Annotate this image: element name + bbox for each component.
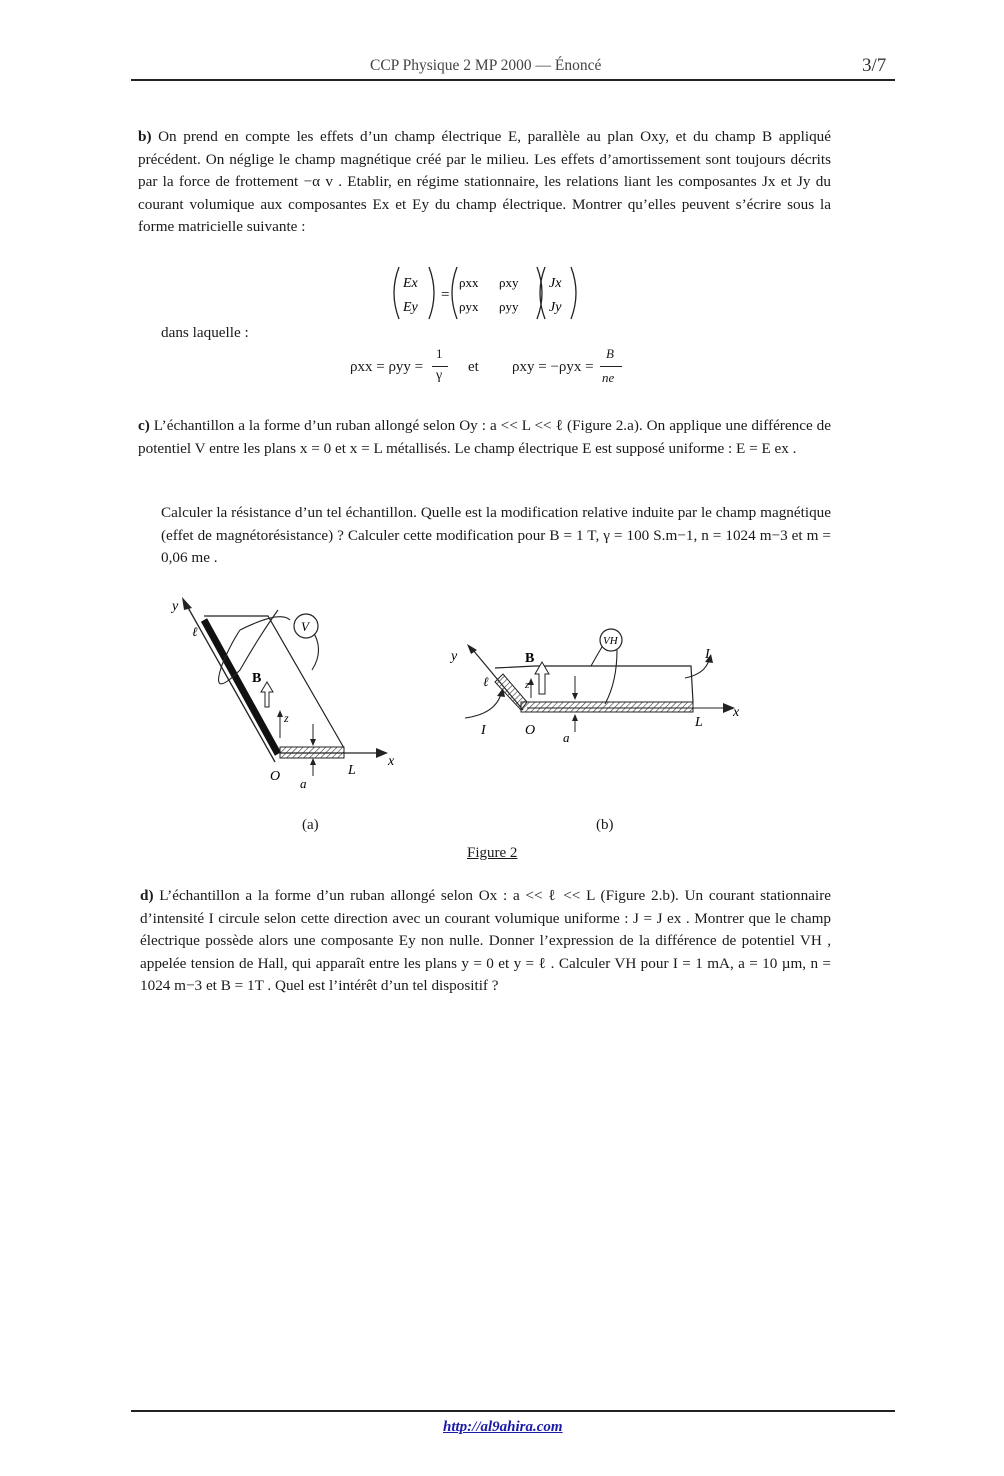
fig-b-label-i2: I	[481, 723, 486, 738]
fig-b-label-x: x	[733, 705, 740, 720]
rho-eq-den2: ne	[602, 370, 615, 385]
header-rule	[131, 79, 895, 81]
fig-b-label-a: a	[563, 730, 570, 745]
rho-eq-frac1	[432, 366, 448, 367]
figure-caption-b: (b)	[596, 817, 614, 833]
rho-xx: ρxx	[459, 275, 479, 290]
rho-eq-et: et	[468, 359, 479, 375]
rho-eq-num2: B	[606, 346, 614, 361]
rho-eq-frac2	[600, 366, 622, 367]
fig-a-label-l: ℓ	[192, 624, 198, 639]
part-c-2	[161, 502, 831, 570]
part-d-text: L’échantillon a la forme d’un ruban allongé selon Ox : a << ℓ << L (Figure 2.b). Un courant stationnaire d’intensité I circule selon cette direction avec un courant volumique uniforme : J = J ex . Montrer que le champ électrique possède alors une composante Ey non nulle. Donner l’expression de la différence de potentiel VH , appelée tension de Hall, qui apparaît entre les plans y = 0 et y = ℓ . Calculer VH pour I = 1 mA, a = 10 µm, n = 1024 m−3 et B = 1T . Quel est l’intérêt d’un tel dispositif ?	[140, 887, 832, 994]
figure-caption-a: (a)	[302, 817, 319, 833]
fig-a-label-z: z	[284, 711, 289, 725]
fig-b-label-i1: I	[705, 647, 710, 662]
fig-a-label-o: O	[270, 769, 281, 784]
part-c-text1: L’échantillon a la forme d’un ruban allongé selon Oy : a << L << ℓ (Figure 2.a). On applique une différence de potentiel V entre les plans x = 0 et x = L métallisés. Le champ électrique E est supposé uniforme : E = E ex .	[138, 417, 831, 457]
figure-2a	[160, 590, 410, 800]
part-d-label: d)	[140, 887, 154, 904]
matrix-ey: Ey	[403, 300, 418, 315]
fig-b-label-L: L	[695, 715, 703, 730]
fig-a-label-L: L	[348, 763, 356, 778]
rho-eq-den1: γ	[436, 368, 443, 383]
footer-link[interactable]: http://al9ahira.com	[443, 1419, 563, 1435]
part-b-where: dans laquelle :	[161, 324, 249, 341]
rho-eq-lhs2: ρxy = −ρyx =	[512, 359, 594, 375]
rho-eq-num1: 1	[436, 346, 443, 361]
fig-a-label-b: B	[252, 671, 262, 686]
rho-equation	[350, 344, 650, 394]
fig-a-label-v: V	[301, 619, 309, 634]
page-number: 3/7	[862, 55, 887, 76]
part-b-label: b)	[138, 128, 152, 145]
footer-rule	[131, 1410, 895, 1412]
fig-b-label-b: B	[525, 651, 535, 666]
matrix-equals: =	[441, 287, 450, 303]
rho-xy: ρxy	[499, 275, 519, 290]
fig-a-label-x: x	[388, 754, 395, 769]
matrix-jx: Jx	[549, 276, 562, 291]
header-title: CCP Physique 2 MP 2000 — Énoncé	[370, 57, 602, 74]
footer-link-wrap	[443, 1418, 563, 1436]
fig-a-label-a: a	[300, 776, 307, 791]
part-b-text: On prend en compte les effets d’un champ électrique E, parallèle au plan Oxy, et du champ B appliqué précédent. On néglige le champ magnétique créé par le milieu. Les effets d’amortissement sont toujours décrits par la force de frottement −α v . Etablir, en régime stationnaire, les relations liant les composantes Jx et Jy du courant volumique aux composantes Ex et Ey du champ électrique. Montrer qu’elles peuvent s’écrire sous la forme matricielle suivante :	[138, 128, 831, 235]
rho-yy: ρyy	[499, 299, 519, 314]
figure-title: Figure 2	[467, 845, 518, 861]
rho-yx: ρyx	[459, 299, 479, 314]
fig-a-label-y: y	[172, 599, 179, 614]
figure-2b	[445, 622, 755, 747]
fig-b-label-vh: VH	[603, 635, 618, 647]
matrix-ex: Ex	[403, 276, 418, 291]
part-c	[138, 415, 831, 460]
fig-b-label-y: y	[451, 649, 458, 664]
fig-b-label-o: O	[525, 723, 536, 738]
part-d	[140, 885, 831, 998]
matrix-equation	[385, 263, 585, 323]
part-b	[138, 126, 831, 239]
part-c-text2: Calculer la résistance d’un tel échantillon. Quelle est la modification relative induite par le champ magnétique (effet de magnétorésistance) ? Calculer cette modification pour B = 1 T, γ = 100 S.m−1, n = 1024 m−3 et m = 0,06 me .	[161, 504, 831, 566]
part-c-label: c)	[138, 417, 150, 434]
rho-eq-lhs1: ρxx = ρyy =	[350, 359, 424, 375]
matrix-jy: Jy	[549, 300, 562, 315]
fig-b-label-l: ℓ	[483, 674, 489, 689]
fig-b-label-z: z	[525, 679, 530, 691]
